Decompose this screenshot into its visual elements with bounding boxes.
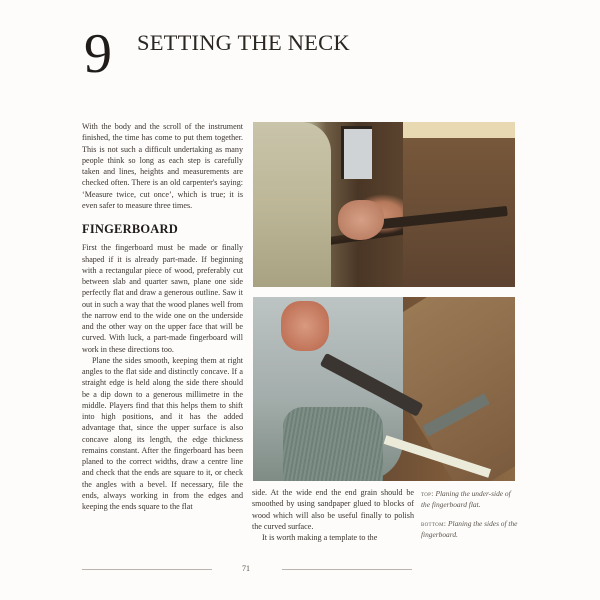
- photo-bottom: [253, 297, 515, 481]
- caption-top-label: top:: [421, 489, 434, 498]
- chair-shape: [341, 126, 372, 179]
- footer-rule-left: [82, 569, 212, 570]
- chapter-number: 9: [84, 23, 112, 85]
- chapter-title: SETTING THE NECK: [137, 30, 350, 55]
- caption-top-text: Planing the under-side of the fingerboard flat.: [421, 489, 511, 509]
- background-plate-shape: [403, 122, 515, 138]
- hand-shape: [338, 200, 384, 240]
- caption-top: [421, 489, 521, 510]
- fingerboard-paragraph-3: It is worth making a template to the: [262, 533, 378, 542]
- photo-top: [253, 122, 515, 287]
- fingerboard-paragraph-2: Plane the sides smooth, keeping them at right angles to the flat side and distinctly concave. If a straight edge is held along the side there should be a dip down to a generous millimetre in the middle. Players find that this helps them to shift into high positions, and it has the added advantage that, since the upper surface is also concave along its length, the edge thickness remains constant. After the fingerboard has been planed to the correct widths, draw a centre line and check that the ends are square to it, or check the angles with a bevel. If necessary, file the ends, always working in from the edges and keeping the ends square to the flat: [82, 355, 243, 511]
- caption-bottom: [421, 519, 521, 540]
- caption-bottom-text: Planing the sides of the fingerboard.: [421, 519, 518, 539]
- section-heading: FINGERBOARD: [82, 222, 178, 236]
- intro-paragraph: With the body and the scroll of the instrument finished, the time has come to put them together. This is not such a difficult undertaking as many people think so long as each step is carefully taken and lines, heights and measurements are checked often. There is an old carpenter's saying: ‘Measure twice, cut once’, which is true; it is even safer to measure three times.: [82, 122, 243, 210]
- shirt-sleeve-shape: [253, 122, 331, 287]
- workbench-shape: [403, 122, 515, 287]
- left-text-column: [82, 121, 243, 512]
- trouser-leg-shape: [283, 407, 383, 481]
- page-number: 71: [242, 564, 250, 573]
- right-text-column: [252, 487, 414, 543]
- fingerboard-paragraph-2-continued: side. At the wide end the end grain should be smoothed by using sandpaper glued to blocks of wood which will also be useful finally to polish the curved surface.: [252, 488, 414, 531]
- caption-bottom-label: bottom:: [421, 519, 447, 528]
- fingerboard-paragraph-1: First the fingerboard must be made or finally shaped if it is already part-made. If beginning with a rectangular piece of wood, preferably cut between slab and quarter sawn, plane one side perfectly flat and draw a generous outline. Saw it out in such a way that the wood planes well from the narrow end to the wide one on the underside and the other way on the upper face that will be curved. With luck, a part-made fingerboard will work in these directions too.: [82, 243, 243, 354]
- photo-captions: [421, 489, 521, 549]
- footer-rule-right: [282, 569, 412, 570]
- hand-shape: [281, 301, 329, 351]
